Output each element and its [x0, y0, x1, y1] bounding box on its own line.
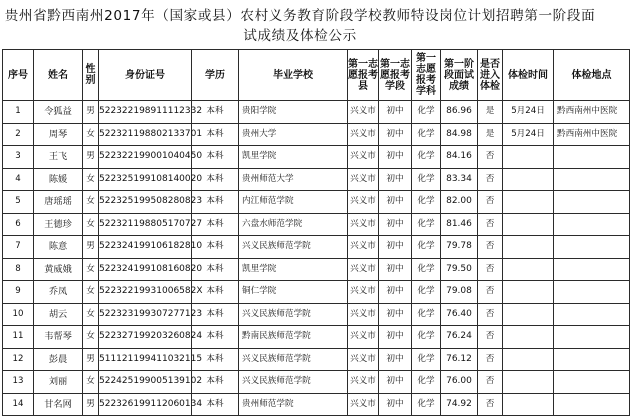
id-number: 522327199203260824 — [99, 326, 192, 349]
id-number: 522322199001040450 — [99, 146, 192, 169]
applicant-name: 王德珍 — [34, 213, 83, 236]
header-cell: 体检时间 — [503, 50, 554, 101]
id-number: 522325199108140020 — [99, 168, 192, 191]
interview-score: 84.16 — [441, 146, 478, 169]
interview-score: 79.08 — [441, 281, 478, 304]
exam-date: 5月24日 — [503, 101, 554, 124]
id-number: 522323199307277123 — [99, 303, 192, 326]
county: 兴义市 — [348, 258, 379, 281]
county: 兴义市 — [348, 326, 379, 349]
graduate-school: 内江师范学院 — [239, 191, 348, 214]
education: 本科 — [192, 303, 239, 326]
applicant-name: 陈意 — [34, 236, 83, 259]
exam-location — [554, 236, 630, 259]
applicant-name: 甘名网 — [34, 393, 83, 416]
notice-title — [0, 0, 600, 49]
row-number: 5 — [3, 191, 34, 214]
graduate-school: 贵阳学院 — [239, 101, 348, 124]
county: 兴义市 — [348, 168, 379, 191]
row-number: 8 — [3, 258, 34, 281]
row-number: 3 — [3, 146, 34, 169]
exam-location: 黔西南州中医院 — [554, 123, 630, 146]
interview-score: 76.00 — [441, 371, 478, 394]
subject: 化学 — [412, 326, 441, 349]
graduate-school: 贵州师范学院 — [239, 393, 348, 416]
applicant-sex: 男 — [83, 236, 99, 259]
id-number: 522326199112060134 — [99, 393, 192, 416]
interview-score: 74.92 — [441, 393, 478, 416]
school-stage: 初中 — [379, 326, 412, 349]
school-stage: 初中 — [379, 348, 412, 371]
id-number: 52232219931006582X — [99, 281, 192, 304]
school-stage: 初中 — [379, 168, 412, 191]
table-row — [3, 101, 630, 124]
id-number: 522322198911112332 — [99, 101, 192, 124]
education: 本科 — [192, 168, 239, 191]
row-number: 7 — [3, 236, 34, 259]
id-number: 522321198802133701 — [99, 123, 192, 146]
physical-exam-status: 否 — [478, 236, 503, 259]
exam-location — [554, 258, 630, 281]
header-cell: 性别 — [83, 50, 99, 101]
exam-date — [503, 258, 554, 281]
graduate-school: 兴义民族师范学院 — [239, 371, 348, 394]
exam-location — [554, 326, 630, 349]
exam-date — [503, 236, 554, 259]
subject: 化学 — [412, 213, 441, 236]
id-number: 511121199411032115 — [99, 348, 192, 371]
applicant-sex: 男 — [83, 101, 99, 124]
education: 本科 — [192, 191, 239, 214]
subject: 化学 — [412, 191, 441, 214]
exam-location — [554, 213, 630, 236]
graduate-school: 贵州大学 — [239, 123, 348, 146]
school-stage: 初中 — [379, 281, 412, 304]
education: 本科 — [192, 326, 239, 349]
education: 本科 — [192, 348, 239, 371]
header-cell: 第一阶段面试成绩 — [441, 50, 478, 101]
school-stage: 初中 — [379, 101, 412, 124]
row-number: 2 — [3, 123, 34, 146]
applicant-name: 黄威娥 — [34, 258, 83, 281]
education: 本科 — [192, 146, 239, 169]
subject: 化学 — [412, 303, 441, 326]
applicant-sex: 女 — [83, 168, 99, 191]
county: 兴义市 — [348, 213, 379, 236]
school-stage: 初中 — [379, 123, 412, 146]
applicant-name: 周琴 — [34, 123, 83, 146]
physical-exam-status: 是 — [478, 123, 503, 146]
graduate-school: 黔南民族师范学院 — [239, 326, 348, 349]
exam-location — [554, 393, 630, 416]
row-number: 6 — [3, 213, 34, 236]
header-cell: 毕业学校 — [239, 50, 348, 101]
id-number: 522324199108160820 — [99, 258, 192, 281]
exam-date — [503, 191, 554, 214]
exam-location — [554, 371, 630, 394]
header-cell: 姓名 — [34, 50, 83, 101]
id-number: 522324199106182810 — [99, 236, 192, 259]
subject: 化学 — [412, 348, 441, 371]
county: 兴义市 — [348, 348, 379, 371]
subject: 化学 — [412, 123, 441, 146]
interview-score: 82.00 — [441, 191, 478, 214]
table-row — [3, 123, 630, 146]
exam-date — [503, 303, 554, 326]
physical-exam-status: 否 — [478, 348, 503, 371]
applicant-name: 胡云 — [34, 303, 83, 326]
header-cell: 是否进入体检 — [478, 50, 503, 101]
applicant-sex: 女 — [83, 371, 99, 394]
applicant-name: 王飞 — [34, 146, 83, 169]
table-row — [3, 393, 630, 416]
applicant-sex: 男 — [83, 348, 99, 371]
physical-exam-status: 否 — [478, 213, 503, 236]
table-header-row — [3, 50, 630, 101]
school-stage: 初中 — [379, 303, 412, 326]
exam-date — [503, 146, 554, 169]
school-stage: 初中 — [379, 191, 412, 214]
school-stage: 初中 — [379, 213, 412, 236]
subject: 化学 — [412, 393, 441, 416]
header-cell: 体检地点 — [554, 50, 630, 101]
applicant-name: 陈媛 — [34, 168, 83, 191]
applicant-sex: 女 — [83, 303, 99, 326]
notice-title-line-2: 试成绩及体检公示 — [243, 28, 357, 44]
table-row — [3, 191, 630, 214]
graduate-school: 凯里学院 — [239, 146, 348, 169]
physical-exam-status: 否 — [478, 371, 503, 394]
exam-date — [503, 168, 554, 191]
subject: 化学 — [412, 281, 441, 304]
interview-score: 76.24 — [441, 326, 478, 349]
applicant-sex: 女 — [83, 281, 99, 304]
header-cell: 第一志愿报考学科 — [412, 50, 441, 101]
education: 本科 — [192, 393, 239, 416]
applicant-name: 刘丽 — [34, 371, 83, 394]
interview-score: 84.98 — [441, 123, 478, 146]
physical-exam-status: 否 — [478, 326, 503, 349]
exam-location — [554, 168, 630, 191]
subject: 化学 — [412, 258, 441, 281]
interview-score: 83.34 — [441, 168, 478, 191]
table-row — [3, 236, 630, 259]
county: 兴义市 — [348, 146, 379, 169]
exam-date — [503, 326, 554, 349]
subject: 化学 — [412, 146, 441, 169]
graduate-school: 兴义民族师范学院 — [239, 348, 348, 371]
row-number: 12 — [3, 348, 34, 371]
row-number: 10 — [3, 303, 34, 326]
table-row — [3, 168, 630, 191]
row-number: 9 — [3, 281, 34, 304]
table-body — [3, 101, 630, 416]
county: 兴义市 — [348, 101, 379, 124]
school-stage: 初中 — [379, 236, 412, 259]
exam-location — [554, 191, 630, 214]
education: 本科 — [192, 371, 239, 394]
applicant-sex: 女 — [83, 258, 99, 281]
subject: 化学 — [412, 101, 441, 124]
interview-score: 76.12 — [441, 348, 478, 371]
applicant-sex: 女 — [83, 191, 99, 214]
physical-exam-status: 否 — [478, 146, 503, 169]
school-stage: 初中 — [379, 371, 412, 394]
physical-exam-status: 否 — [478, 281, 503, 304]
county: 兴义市 — [348, 191, 379, 214]
exam-date: 5月24日 — [503, 123, 554, 146]
county: 兴义市 — [348, 303, 379, 326]
id-number: 522425199005139102 — [99, 371, 192, 394]
id-number: 522321198805170727 — [99, 213, 192, 236]
education: 本科 — [192, 123, 239, 146]
header-cell: 第一志愿报考县 — [348, 50, 379, 101]
education: 本科 — [192, 281, 239, 304]
school-stage: 初中 — [379, 146, 412, 169]
graduate-school: 贵州师范大学 — [239, 168, 348, 191]
exam-location: 黔西南州中医院 — [554, 101, 630, 124]
graduate-school: 兴义民族师范学院 — [239, 236, 348, 259]
county: 兴义市 — [348, 371, 379, 394]
graduate-school: 兴义民族师范学院 — [239, 303, 348, 326]
header-cell: 身份证号 — [99, 50, 192, 101]
physical-exam-status: 否 — [478, 168, 503, 191]
applicant-name: 彭晨 — [34, 348, 83, 371]
applicant-name: 令狐益 — [34, 101, 83, 124]
physical-exam-status: 否 — [478, 303, 503, 326]
subject: 化学 — [412, 236, 441, 259]
table-row — [3, 146, 630, 169]
row-number: 13 — [3, 371, 34, 394]
physical-exam-status: 是 — [478, 101, 503, 124]
table-row — [3, 348, 630, 371]
physical-exam-status: 否 — [478, 393, 503, 416]
table-row — [3, 303, 630, 326]
subject: 化学 — [412, 371, 441, 394]
applicant-sex: 女 — [83, 326, 99, 349]
applicant-sex: 女 — [83, 123, 99, 146]
interview-score: 79.50 — [441, 258, 478, 281]
header-cell: 序号 — [3, 50, 34, 101]
header-cell: 第一志愿报考学段 — [379, 50, 412, 101]
interview-score: 81.46 — [441, 213, 478, 236]
interview-score: 86.96 — [441, 101, 478, 124]
exam-date — [503, 281, 554, 304]
exam-date — [503, 213, 554, 236]
applicant-name: 乔凤 — [34, 281, 83, 304]
id-number: 522325199508280823 — [99, 191, 192, 214]
applicant-name: 唐瑶瑶 — [34, 191, 83, 214]
county: 兴义市 — [348, 393, 379, 416]
interview-score: 76.40 — [441, 303, 478, 326]
results-table — [2, 49, 630, 416]
county: 兴义市 — [348, 281, 379, 304]
exam-location — [554, 348, 630, 371]
exam-date — [503, 371, 554, 394]
table-row — [3, 281, 630, 304]
header-cell: 学历 — [192, 50, 239, 101]
row-number: 4 — [3, 168, 34, 191]
county: 兴义市 — [348, 236, 379, 259]
table-row — [3, 258, 630, 281]
exam-date — [503, 393, 554, 416]
row-number: 1 — [3, 101, 34, 124]
applicant-sex: 男 — [83, 393, 99, 416]
graduate-school: 凯里学院 — [239, 258, 348, 281]
graduate-school: 铜仁学院 — [239, 281, 348, 304]
county: 兴义市 — [348, 123, 379, 146]
education: 本科 — [192, 236, 239, 259]
exam-location — [554, 281, 630, 304]
table-row — [3, 213, 630, 236]
applicant-sex: 男 — [83, 146, 99, 169]
graduate-school: 六盘水师范学院 — [239, 213, 348, 236]
school-stage: 初中 — [379, 393, 412, 416]
education: 本科 — [192, 101, 239, 124]
row-number: 14 — [3, 393, 34, 416]
physical-exam-status: 否 — [478, 258, 503, 281]
table-row — [3, 371, 630, 394]
physical-exam-status: 否 — [478, 191, 503, 214]
education: 本科 — [192, 213, 239, 236]
exam-location — [554, 303, 630, 326]
interview-score: 79.78 — [441, 236, 478, 259]
school-stage: 初中 — [379, 258, 412, 281]
education: 本科 — [192, 258, 239, 281]
exam-location — [554, 146, 630, 169]
row-number: 11 — [3, 326, 34, 349]
subject: 化学 — [412, 168, 441, 191]
table-row — [3, 326, 630, 349]
applicant-name: 韦帮琴 — [34, 326, 83, 349]
applicant-sex: 女 — [83, 213, 99, 236]
exam-date — [503, 348, 554, 371]
notice-title-line-1: 贵州省黔西南州2017年（国家或县）农村义务教育阶段学校教师特设岗位计划招聘第一阶段面 — [4, 8, 596, 24]
